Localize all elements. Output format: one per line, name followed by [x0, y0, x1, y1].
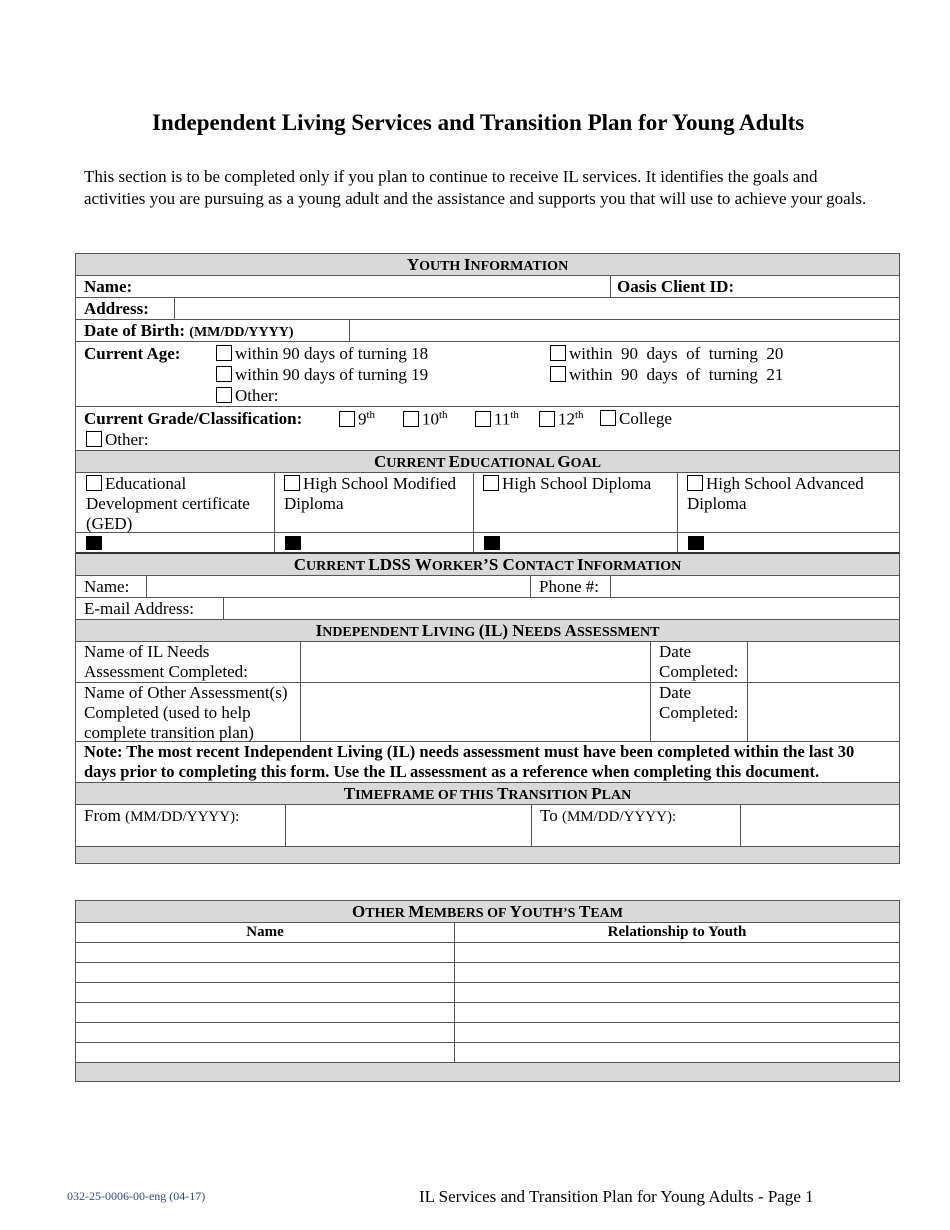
name-label: Name:: [84, 277, 133, 296]
col-relationship-header: Relationship to Youth: [454, 923, 899, 942]
table-row[interactable]: [76, 1043, 899, 1063]
youth-information-header: YOUTH INFORMATION: [76, 254, 899, 276]
table-row[interactable]: [76, 963, 899, 983]
name-field[interactable]: [166, 276, 610, 297]
oasis-cell: [610, 276, 899, 297]
table-row[interactable]: [76, 1003, 899, 1023]
assessment-note: Note: The most recent Independent Living (IL) needs assessment must have been completed within the last 30 days prior to completing this form. Use the IL assessment as a reference when completing this document.: [76, 742, 899, 783]
oasis-label: Oasis Client ID:: [617, 277, 735, 296]
ldss-phone-field[interactable]: [610, 576, 899, 597]
youth-form: [75, 253, 900, 864]
other-assessment-date-field[interactable]: [747, 683, 899, 741]
grade-9[interactable]: 9th: [339, 409, 375, 430]
to-date-field[interactable]: [740, 805, 899, 846]
ldss-email-row: [76, 598, 899, 620]
ldss-email-field[interactable]: [223, 598, 899, 619]
goal-hs-modified[interactable]: High School Modified Diploma: [274, 473, 473, 532]
educational-goal-header: CURRENT EDUCATIONAL GOAL: [76, 451, 899, 473]
grade-college[interactable]: College: [600, 409, 672, 429]
intro-paragraph: This section is to be completed only if you plan to continue to receive IL services. It identifies the goals and activities you are pursuing as a young adult and the assistance and supports you that will use to achieve your goals.: [84, 167, 867, 208]
address-label: Address:: [84, 299, 149, 318]
checkbox[interactable]: [550, 366, 566, 382]
goal-marker-row: [76, 533, 899, 554]
other-assessment-label: Name of Other Assessment(s): [84, 683, 288, 702]
marker: [285, 536, 301, 550]
checkbox[interactable]: [550, 345, 566, 361]
checkbox[interactable]: [216, 387, 232, 403]
ldss-name-label: Name:: [84, 577, 130, 596]
table-row[interactable]: [76, 1023, 899, 1043]
from-date-field[interactable]: [285, 805, 531, 846]
to-label: To: [540, 806, 558, 825]
ldss-phone-label: Phone #:: [539, 577, 599, 596]
other-assessment-field[interactable]: [300, 683, 650, 741]
col-name-header: Name: [246, 924, 284, 940]
name-row: [76, 276, 899, 298]
checkbox[interactable]: [216, 345, 232, 361]
timeframe-header: TIMEFRAME OF THIS TRANSITION PLAN: [76, 783, 899, 805]
age-option-19[interactable]: within 90 days of turning 19: [216, 365, 428, 385]
team-column-headers: [76, 923, 899, 943]
age-option-21[interactable]: within 90 days of turning 21: [550, 365, 783, 385]
il-needs-header: INDEPENDENT LIVING (IL) NEEDS ASSESSMENT: [76, 620, 899, 642]
team-footer-band: [76, 1063, 899, 1081]
form-footer-band: [76, 847, 899, 863]
il-assessment-label: Name of IL Needs: [84, 642, 210, 661]
checkbox[interactable]: [216, 366, 232, 382]
grade-label: Current Grade/Classification:: [84, 409, 303, 428]
marker: [688, 536, 704, 550]
grade-10[interactable]: 10th: [403, 409, 448, 430]
page-title: Independent Living Services and Transition Plan for Young Adults: [152, 110, 805, 135]
from-label: From: [84, 806, 121, 825]
team-header: OTHER MEMBERS OF YOUTH’S TEAM: [76, 901, 899, 923]
dob-row: [76, 320, 899, 342]
marker: [484, 536, 500, 550]
il-assessment-field[interactable]: [300, 642, 650, 682]
goal-hs-advanced[interactable]: High School Advanced Diploma: [677, 473, 899, 532]
il-assessment-date-field[interactable]: [747, 642, 899, 682]
ldss-email-label: E-mail Address:: [84, 599, 195, 618]
form-id: 032-25-0006-00-eng (04-17): [67, 1189, 206, 1203]
grade-other[interactable]: Other:: [86, 430, 148, 450]
ldss-name-field[interactable]: [146, 576, 530, 597]
grade-row: [76, 407, 899, 451]
ldss-name-row: [76, 576, 899, 598]
page-footer: IL Services and Transition Plan for Young Adults - Page 1: [419, 1187, 814, 1206]
age-option-20[interactable]: within 90 days of turning 20: [550, 344, 783, 364]
dob-field[interactable]: [349, 320, 899, 341]
goal-ged[interactable]: Educational Development certificate (GED): [86, 474, 250, 533]
grade-12[interactable]: 12th: [539, 409, 584, 430]
dob-format: (MM/DD/YYYY): [189, 325, 294, 340]
goal-hs-diploma[interactable]: High School Diploma: [473, 473, 677, 532]
il-assessment-row: Name of IL Needs Assessment Completed: Date Completed:: [76, 642, 899, 683]
other-assessment-row: Name of Other Assessment(s) Completed (used to help complete transition plan) Date Completed:: [76, 683, 899, 742]
dob-label: Date of Birth:: [84, 321, 186, 340]
current-age-label: Current Age:: [84, 344, 181, 363]
educational-goal-options: [76, 473, 899, 533]
marker: [86, 536, 102, 550]
current-age-row: [76, 342, 899, 407]
address-row: [76, 298, 899, 320]
table-row[interactable]: [76, 943, 899, 963]
age-option-other[interactable]: Other:: [216, 386, 278, 406]
table-row[interactable]: [76, 983, 899, 1003]
ldss-worker-header: CURRENT LDSS WORKER’S CONTACT INFORMATION: [76, 554, 899, 576]
team-table: [75, 900, 900, 1082]
address-field[interactable]: [174, 298, 899, 319]
grade-11[interactable]: 11th: [475, 409, 519, 430]
timeframe-row: From (MM/DD/YYYY): To (MM/DD/YYYY):: [76, 805, 899, 847]
age-option-18[interactable]: within 90 days of turning 18: [216, 344, 428, 364]
